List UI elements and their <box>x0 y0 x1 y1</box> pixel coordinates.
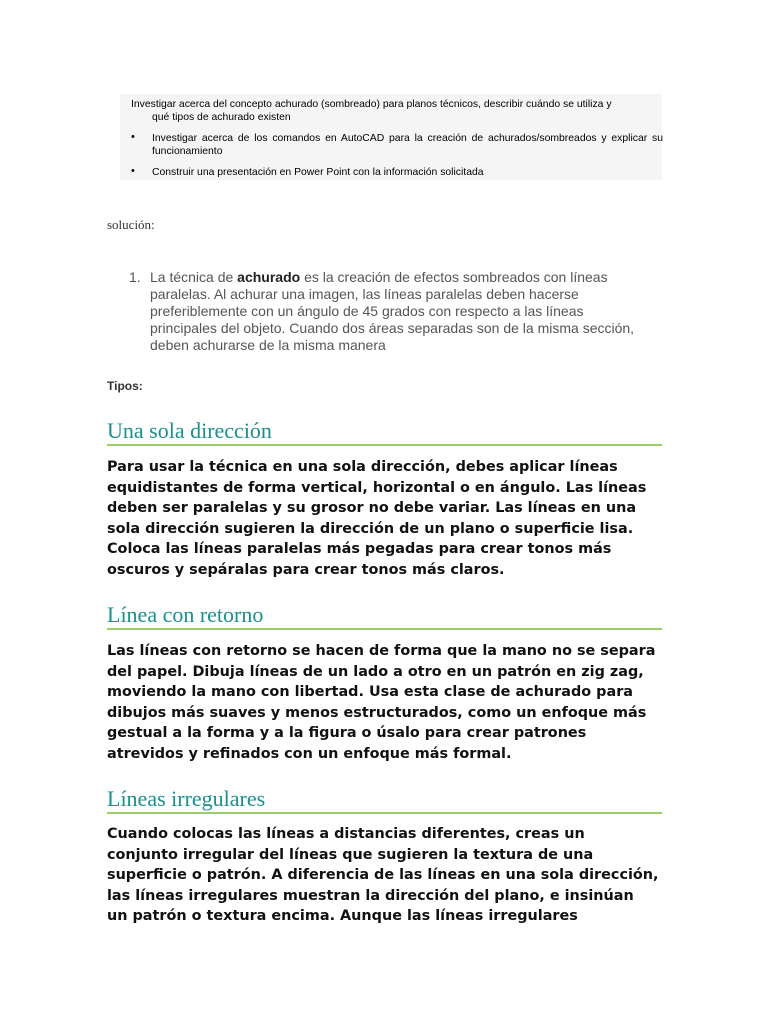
task-bullet-text: Construir una presentación en Power Point con la información solicitada <box>152 167 484 178</box>
solution-label: solución: <box>107 217 155 232</box>
section-divider <box>107 812 662 814</box>
task-intro <box>131 98 663 124</box>
section-title-una-sola-direccion: Una sola dirección <box>107 418 272 443</box>
answer-text-start: La técnica de <box>150 269 238 285</box>
task-bullet-item <box>131 166 663 179</box>
section-body-lineas-irregulares: Cuando colocas las líneas a distancias diferentes, creas un conjunto irregular del líneas que sugieren la textura de una superficie o patrón. A diferencia de las líneas en una sola dirección, las líneas irregulares muestran la dirección del plano, e insinúan un patrón o textura encima. Aunque las líneas irregulares <box>107 826 659 925</box>
section-body-una-sola-direccion: Para usar la técnica en una sola dirección, debes aplicar líneas equidistantes de forma vertical, horizontal o en ángulo. Las líneas deben ser paralelas y su grosor no debe variar. Las líneas en una sola dirección sugieren la dirección de un plano o superficie lisa. Coloca las líneas paralelas más pegadas para crear tonos más oscuros y sepáralas para crear tonos más claros. <box>107 459 647 578</box>
bullet-icon: • <box>131 165 135 177</box>
section-body-linea-con-retorno: Las líneas con retorno se hacen de forma que la mano no se separa del papel. Dibuja líneas de un lado a otro en un patrón en zig zag, moviendo la mano con libertad. Usa esta clase de achurado para dibujos más suaves y menos estructurados, como un enfoque más gestual a la forma y a la figura o úsalo para crear patrones atrevidos y refinados con un enfoque más formal. <box>107 643 656 762</box>
answer-text <box>129 269 649 354</box>
section-title-linea-con-retorno: Línea con retorno <box>107 602 264 627</box>
bullet-icon: • <box>131 131 135 143</box>
answer-number: 1. <box>129 269 141 285</box>
section-title-lineas-irregulares: Líneas irregulares <box>107 786 266 811</box>
types-label: Tipos: <box>107 379 143 393</box>
section-divider <box>107 444 662 446</box>
answer-text-rest: es la creación de efectos sombreados con líneas paralelas. Al achurar una imagen, las líneas paralelas deben hacerse preferiblemente con un ángulo de 45 grados con respecto a las líneas principales del objeto. Cuando dos áreas separadas son de la misma sección, deben achurarse de la misma manera <box>150 269 635 353</box>
task-intro-line2: qué tipos de achurado existen <box>152 112 291 123</box>
task-bullet-item <box>131 132 663 158</box>
answer-bold-term: achurado <box>237 269 301 285</box>
answer-item <box>129 269 649 354</box>
task-intro-line1: Investigar acerca del concepto achurado (sombreado) para planos técnicos, describir cuándo se utiliza y <box>131 99 612 110</box>
task-bullet-text: Investigar acerca de los comandos en AutoCAD para la creación de achurados/sombreados y explicar su funcionamiento <box>152 133 663 157</box>
task-bullet-list <box>131 132 663 179</box>
section-divider <box>107 628 662 630</box>
